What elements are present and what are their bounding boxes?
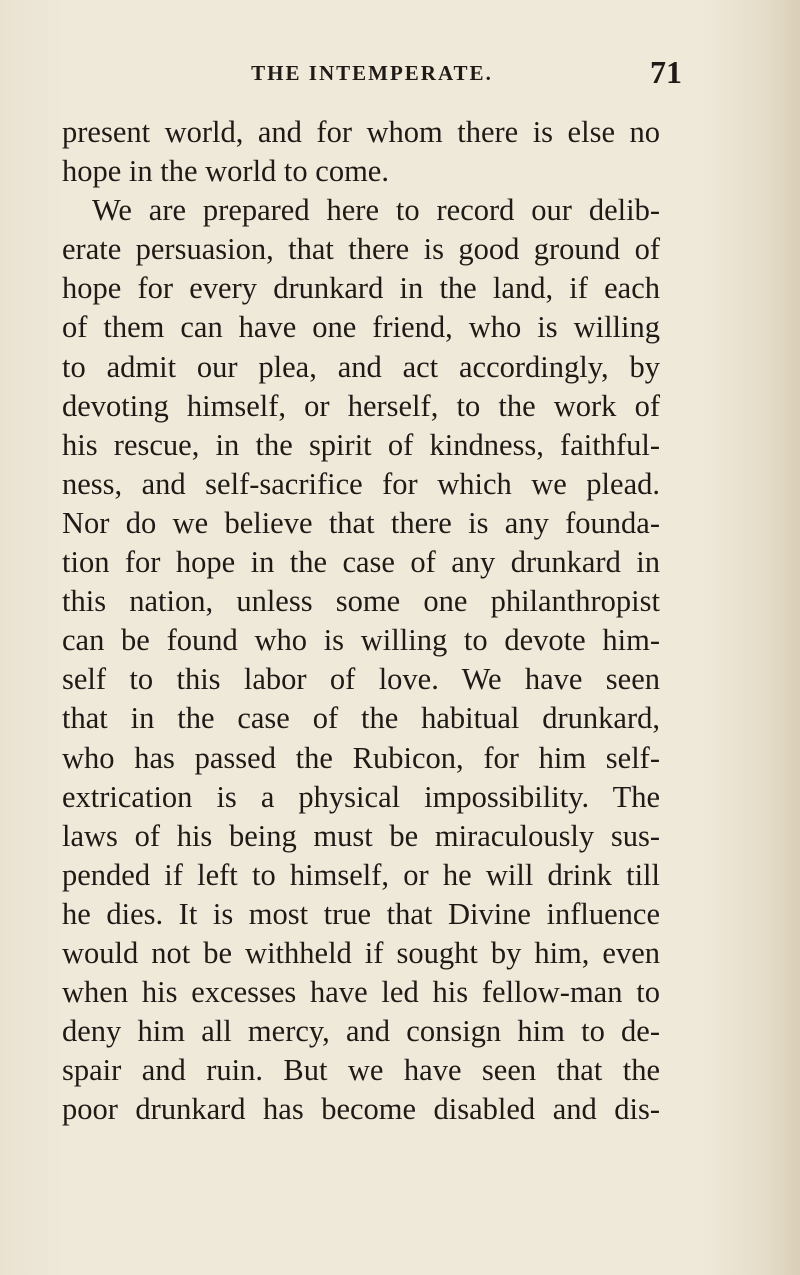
- text-line: pended if left to himself, or he will drink till: [62, 857, 660, 892]
- text-line: deny him all mercy, and consign him to de-: [62, 1014, 660, 1049]
- text-line: poor drunkard has become disabled and dis-: [62, 1092, 660, 1127]
- text-line: hope in the world to come.: [62, 154, 389, 189]
- text-line: he dies. It is most true that Divine influence: [62, 896, 660, 931]
- text-line: his rescue, in the spirit of kindness, faithful-: [62, 427, 660, 462]
- text-line: erate persuasion, that there is good ground of: [62, 232, 660, 267]
- text-line: that in the case of the habitual drunkard,: [62, 701, 660, 736]
- text-line: present world, and for whom there is else no: [62, 115, 660, 149]
- text-line: of them can have one friend, who is willing: [62, 310, 660, 345]
- page-number: 71: [650, 54, 682, 90]
- text-line: hope for every drunkard in the land, if each: [62, 271, 660, 306]
- text-line: self to this labor of love. We have seen: [62, 662, 660, 697]
- text-line: when his excesses have led his fellow-man to: [62, 975, 660, 1010]
- text-line: to admit our plea, and act accordingly, by: [62, 349, 660, 384]
- text-line: extrication is a physical impossibility. The: [62, 779, 660, 814]
- text-line: Nor do we believe that there is any founda-: [62, 505, 660, 540]
- running-head: [62, 54, 682, 90]
- text-line: We are prepared here to record our delib-: [92, 193, 660, 228]
- text-line: ness, and self-sacrifice for which we plead.: [62, 466, 660, 501]
- text-line: spair and ruin. But we have seen that the: [62, 1053, 660, 1088]
- text-line: who has passed the Rubicon, for him self-: [62, 740, 660, 775]
- text-line: tion for hope in the case of any drunkard in: [62, 545, 660, 580]
- text-line: would not be withheld if sought by him, even: [62, 935, 660, 970]
- text-line: can be found who is willing to devote him-: [62, 623, 660, 658]
- text-line: this nation, unless some one philanthropist: [62, 584, 660, 619]
- text-line: laws of his being must be miraculously sus-: [62, 818, 660, 853]
- body-text: [62, 113, 660, 1129]
- text-line: devoting himself, or herself, to the work of: [62, 388, 660, 423]
- running-title: THE INTEMPERATE.: [251, 61, 493, 85]
